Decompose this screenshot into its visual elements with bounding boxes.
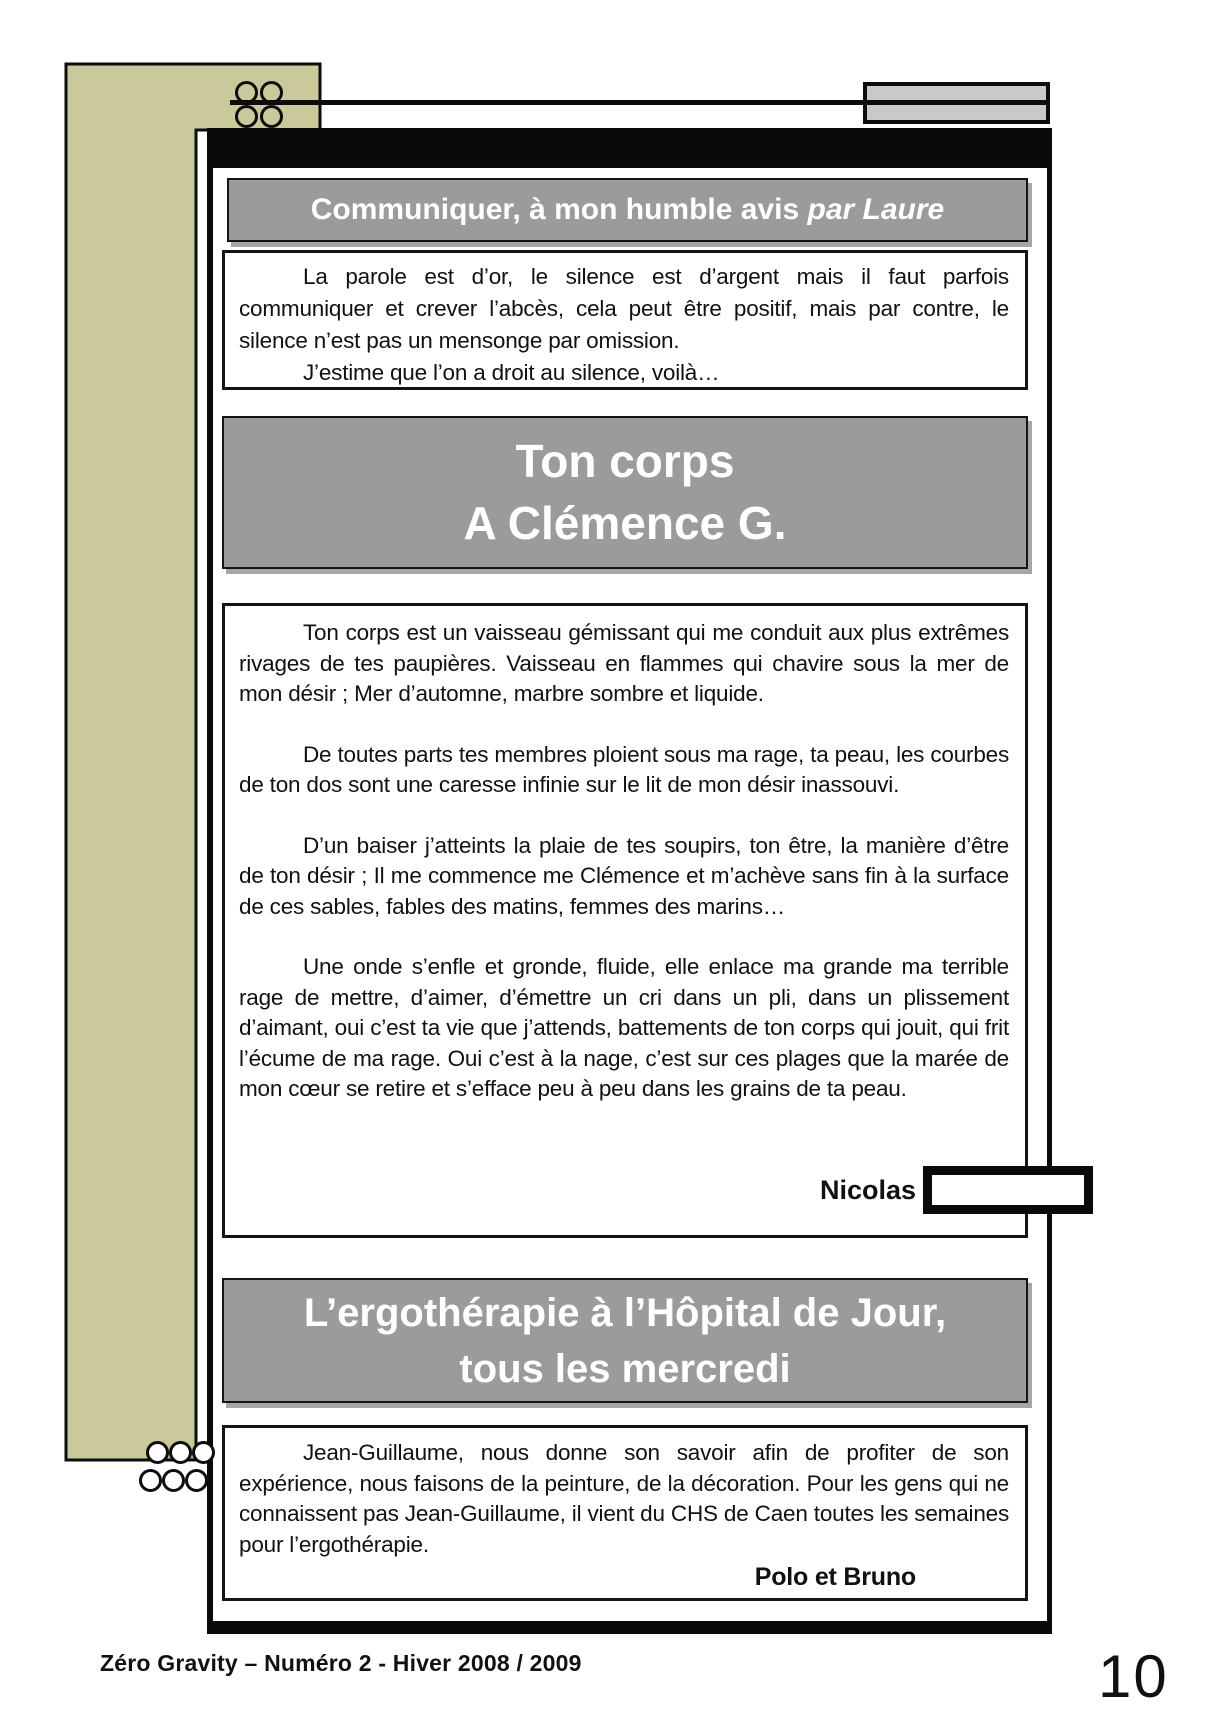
poem-title-banner (222, 416, 1028, 569)
top-horizontal-rule (230, 100, 1046, 105)
footer-issue-line: Zéro Gravity – Numéro 2 - Hiver 2008 / 2009 (100, 1650, 582, 1676)
intro-text-box (222, 250, 1028, 390)
article-byline: par Laure (807, 193, 945, 226)
intro-paragraph: La parole est d’or, le silence est d’argent mais il faut parfois communiquer et crever l’abcès, cela peut être positif, mais par contre, le silence n’est pas un mensonge par omission. (239, 264, 1009, 353)
bottom-circle-icon (169, 1441, 192, 1464)
intro-paragraph: J’estime que l’on a droit au silence, voilà… (303, 360, 720, 385)
ergo-title-line1: L’ergothérapie à l’Hôpital de Jour, (303, 1291, 947, 1335)
bottom-circle-icon (139, 1469, 162, 1492)
poem-title-line2: A Clémence G. (463, 497, 787, 549)
ergo-title-line2: tous les mercredi (459, 1347, 791, 1391)
corner-circle-icon (235, 81, 258, 104)
poem-signature: Nicolas (820, 1174, 917, 1205)
poem-text-box (222, 603, 1028, 1238)
ergo-signature: Polo et Bruno (754, 1563, 916, 1591)
bottom-circle-icon (192, 1441, 215, 1464)
corner-circle-icon (260, 81, 283, 104)
poem-paragraph: D’un baiser j’atteints la plaie de tes soupirs, ton être, la manière d’être de ton désir ; Il me commence me Clémence et m’achève sans fin à la surface de ces sables, fables des matins, femmes des marins… (239, 832, 1009, 919)
poem-signature-row (820, 1166, 1093, 1214)
bottom-circle-icon (185, 1469, 208, 1492)
header-black-bar (207, 128, 1052, 168)
corner-circle-icon (260, 105, 283, 128)
ergo-text-box (222, 1425, 1028, 1601)
redacted-name-box (923, 1166, 1093, 1214)
poem-paragraph: Une onde s’enfle et gronde, fluide, elle enlace ma grande ma terrible rage de mettre, d’aimer, d’émettre un cri dans un pli, dans un plissement d’aimant, oui c’est ta vie que j’attends, battements de ton corps qui jouit, qui frit l’écume de ma rage. Oui c’est à la nage, c’est sur ces plages que la marée de mon cœur se retire et s’efface peu à peu dans les grains de ta peau. (239, 954, 1009, 1101)
article-title-banner (227, 178, 1028, 242)
bottom-circle-icon (146, 1441, 169, 1464)
poem-title-line1: Ton corps (515, 435, 735, 487)
page-number: 10 (1098, 1643, 1169, 1710)
poem-paragraph: Ton corps est un vaisseau gémissant qui me conduit aux plus extrêmes rivages de tes paupières. Vaisseau en flammes qui chavire sous la mer de mon désir ; Mer d’automne, marbre sombre et liquide. (239, 620, 1009, 706)
ergo-paragraph: Jean-Guillaume, nous donne son savoir afin de profiter de son expérience, nous faisons de la peinture, de la décoration. Pour les gens qui ne connaissent pas Jean-Guillaume, il vient du CHS de Caen toutes les semaines pour l’ergothérapie. (239, 1440, 1009, 1557)
poem-paragraph: De toutes parts tes membres ploient sous ma rage, ta peau, les courbes de ton dos sont une caresse infinie sur le lit de mon désir inassouvi. (239, 741, 1009, 797)
bottom-circle-icon (162, 1469, 185, 1492)
ergo-title-banner (222, 1278, 1028, 1403)
article-title: Communiquer, à mon humble avis (310, 193, 800, 226)
corner-circle-icon (235, 105, 258, 128)
